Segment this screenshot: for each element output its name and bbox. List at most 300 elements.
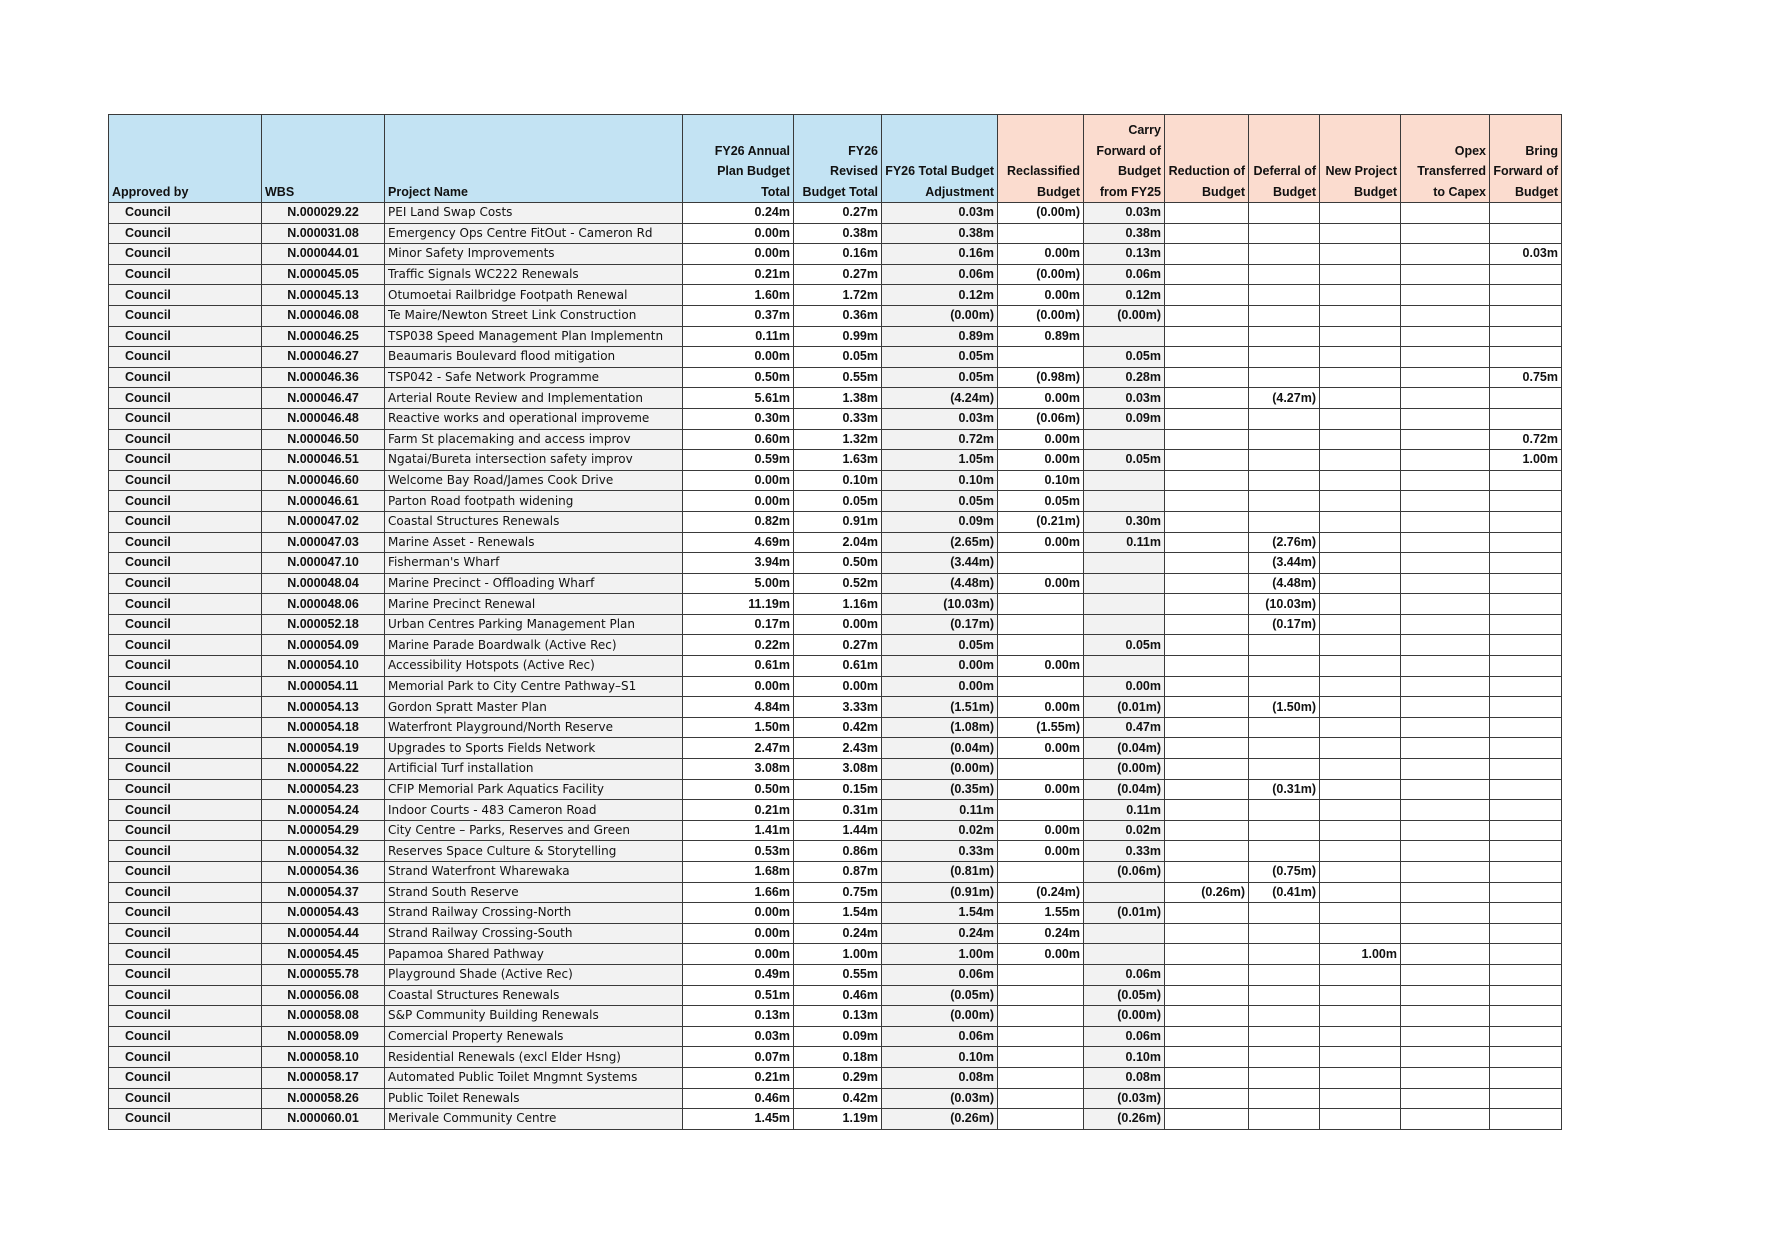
cell-reclassified[interactable]: (0.00m) [998, 203, 1084, 224]
cell-reduction[interactable] [1165, 697, 1249, 718]
cell-deferral[interactable] [1249, 450, 1320, 471]
cell-bring-forward[interactable] [1490, 264, 1562, 285]
cell-wbs[interactable]: N.000054.19 [262, 738, 385, 759]
cell-reduction[interactable] [1165, 820, 1249, 841]
cell-carry-forward[interactable]: (0.00m) [1084, 1006, 1165, 1027]
cell-reduction[interactable] [1165, 635, 1249, 656]
cell-new-project[interactable] [1320, 491, 1401, 512]
cell-opex-to-capex[interactable] [1401, 779, 1490, 800]
cell-reclassified[interactable]: (0.06m) [998, 408, 1084, 429]
cell-new-project[interactable] [1320, 553, 1401, 574]
cell-approved-by[interactable]: Council [109, 367, 262, 388]
cell-opex-to-capex[interactable] [1401, 1067, 1490, 1088]
cell-adjustment[interactable]: (10.03m) [882, 594, 998, 615]
cell-annual-plan[interactable]: 4.69m [683, 532, 794, 553]
cell-opex-to-capex[interactable] [1401, 408, 1490, 429]
cell-approved-by[interactable]: Council [109, 244, 262, 265]
cell-adjustment[interactable]: (0.05m) [882, 985, 998, 1006]
cell-wbs[interactable]: N.000054.32 [262, 841, 385, 862]
cell-deferral[interactable] [1249, 676, 1320, 697]
cell-project-name[interactable]: Comercial Property Renewals [385, 1026, 683, 1047]
cell-carry-forward[interactable]: (0.01m) [1084, 903, 1165, 924]
cell-bring-forward[interactable] [1490, 408, 1562, 429]
cell-wbs[interactable]: N.000054.37 [262, 882, 385, 903]
cell-reclassified[interactable]: 0.00m [998, 697, 1084, 718]
col-header-bring-forward[interactable]: Bring Forward of Budget [1490, 115, 1562, 203]
cell-approved-by[interactable]: Council [109, 738, 262, 759]
cell-revised[interactable]: 1.00m [794, 944, 882, 965]
cell-bring-forward[interactable] [1490, 841, 1562, 862]
cell-wbs[interactable]: N.000058.09 [262, 1026, 385, 1047]
cell-revised[interactable]: 0.75m [794, 882, 882, 903]
cell-revised[interactable]: 0.00m [794, 676, 882, 697]
cell-reduction[interactable] [1165, 656, 1249, 677]
cell-reduction[interactable] [1165, 450, 1249, 471]
cell-reclassified[interactable]: 0.00m [998, 820, 1084, 841]
cell-revised[interactable]: 0.00m [794, 614, 882, 635]
cell-annual-plan[interactable]: 1.50m [683, 717, 794, 738]
cell-annual-plan[interactable]: 0.00m [683, 491, 794, 512]
cell-revised[interactable]: 0.24m [794, 923, 882, 944]
cell-revised[interactable]: 0.42m [794, 1088, 882, 1109]
col-header-wbs[interactable]: WBS [262, 115, 385, 203]
cell-project-name[interactable]: Artificial Turf installation [385, 759, 683, 780]
cell-approved-by[interactable]: Council [109, 717, 262, 738]
cell-reclassified[interactable] [998, 800, 1084, 821]
cell-bring-forward[interactable]: 0.72m [1490, 429, 1562, 450]
cell-approved-by[interactable]: Council [109, 1047, 262, 1068]
cell-new-project[interactable] [1320, 614, 1401, 635]
cell-reduction[interactable] [1165, 923, 1249, 944]
cell-adjustment[interactable]: 0.06m [882, 964, 998, 985]
cell-bring-forward[interactable] [1490, 1109, 1562, 1130]
cell-project-name[interactable]: Marine Parade Boardwalk (Active Rec) [385, 635, 683, 656]
cell-bring-forward[interactable] [1490, 779, 1562, 800]
cell-bring-forward[interactable] [1490, 1067, 1562, 1088]
cell-opex-to-capex[interactable] [1401, 923, 1490, 944]
cell-opex-to-capex[interactable] [1401, 697, 1490, 718]
cell-new-project[interactable] [1320, 656, 1401, 677]
cell-carry-forward[interactable] [1084, 594, 1165, 615]
cell-wbs[interactable]: N.000045.05 [262, 264, 385, 285]
cell-revised[interactable]: 0.61m [794, 656, 882, 677]
cell-deferral[interactable]: (4.27m) [1249, 388, 1320, 409]
cell-new-project[interactable] [1320, 367, 1401, 388]
cell-opex-to-capex[interactable] [1401, 656, 1490, 677]
cell-new-project[interactable] [1320, 697, 1401, 718]
cell-approved-by[interactable]: Council [109, 964, 262, 985]
cell-project-name[interactable]: Beaumaris Boulevard flood mitigation [385, 347, 683, 368]
cell-reclassified[interactable] [998, 1088, 1084, 1109]
cell-reduction[interactable] [1165, 408, 1249, 429]
cell-annual-plan[interactable]: 0.46m [683, 1088, 794, 1109]
cell-carry-forward[interactable] [1084, 470, 1165, 491]
cell-revised[interactable]: 0.31m [794, 800, 882, 821]
cell-revised[interactable]: 1.44m [794, 820, 882, 841]
cell-reclassified[interactable]: 0.00m [998, 429, 1084, 450]
cell-bring-forward[interactable]: 0.03m [1490, 244, 1562, 265]
cell-revised[interactable]: 0.33m [794, 408, 882, 429]
cell-carry-forward[interactable] [1084, 553, 1165, 574]
cell-deferral[interactable] [1249, 1067, 1320, 1088]
cell-wbs[interactable]: N.000047.03 [262, 532, 385, 553]
cell-new-project[interactable] [1320, 285, 1401, 306]
cell-carry-forward[interactable]: (0.01m) [1084, 697, 1165, 718]
cell-deferral[interactable] [1249, 223, 1320, 244]
cell-carry-forward[interactable]: 0.30m [1084, 511, 1165, 532]
cell-bring-forward[interactable] [1490, 1006, 1562, 1027]
cell-carry-forward[interactable] [1084, 491, 1165, 512]
cell-bring-forward[interactable] [1490, 697, 1562, 718]
cell-new-project[interactable] [1320, 264, 1401, 285]
cell-adjustment[interactable]: (0.04m) [882, 738, 998, 759]
cell-project-name[interactable]: Strand Waterfront Wharewaka [385, 862, 683, 883]
cell-carry-forward[interactable]: 0.11m [1084, 800, 1165, 821]
cell-annual-plan[interactable]: 0.11m [683, 326, 794, 347]
cell-opex-to-capex[interactable] [1401, 244, 1490, 265]
cell-adjustment[interactable]: 0.38m [882, 223, 998, 244]
cell-bring-forward[interactable] [1490, 223, 1562, 244]
cell-annual-plan[interactable]: 2.47m [683, 738, 794, 759]
cell-deferral[interactable] [1249, 470, 1320, 491]
cell-opex-to-capex[interactable] [1401, 862, 1490, 883]
cell-adjustment[interactable]: 0.12m [882, 285, 998, 306]
cell-deferral[interactable] [1249, 408, 1320, 429]
col-header-approved-by[interactable]: Approved by [109, 115, 262, 203]
cell-adjustment[interactable]: 1.54m [882, 903, 998, 924]
cell-revised[interactable]: 0.27m [794, 203, 882, 224]
cell-adjustment[interactable]: 0.05m [882, 635, 998, 656]
cell-project-name[interactable]: Arterial Route Review and Implementation [385, 388, 683, 409]
cell-approved-by[interactable]: Council [109, 594, 262, 615]
cell-reduction[interactable] [1165, 429, 1249, 450]
cell-new-project[interactable] [1320, 450, 1401, 471]
cell-revised[interactable]: 0.05m [794, 347, 882, 368]
cell-opex-to-capex[interactable] [1401, 1026, 1490, 1047]
cell-reclassified[interactable]: 0.00m [998, 388, 1084, 409]
cell-approved-by[interactable]: Council [109, 882, 262, 903]
cell-new-project[interactable] [1320, 985, 1401, 1006]
cell-opex-to-capex[interactable] [1401, 429, 1490, 450]
cell-reclassified[interactable] [998, 1047, 1084, 1068]
cell-reclassified[interactable]: 0.00m [998, 573, 1084, 594]
cell-wbs[interactable]: N.000046.61 [262, 491, 385, 512]
cell-approved-by[interactable]: Council [109, 1088, 262, 1109]
cell-approved-by[interactable]: Council [109, 903, 262, 924]
cell-new-project[interactable] [1320, 1109, 1401, 1130]
col-header-project-name[interactable]: Project Name [385, 115, 683, 203]
cell-annual-plan[interactable]: 0.00m [683, 347, 794, 368]
cell-annual-plan[interactable]: 0.21m [683, 1067, 794, 1088]
cell-opex-to-capex[interactable] [1401, 264, 1490, 285]
cell-project-name[interactable]: Traffic Signals WC222 Renewals [385, 264, 683, 285]
cell-adjustment[interactable]: (0.26m) [882, 1109, 998, 1130]
cell-wbs[interactable]: N.000031.08 [262, 223, 385, 244]
cell-carry-forward[interactable]: (0.03m) [1084, 1088, 1165, 1109]
cell-wbs[interactable]: N.000054.36 [262, 862, 385, 883]
cell-carry-forward[interactable] [1084, 614, 1165, 635]
cell-reduction[interactable] [1165, 985, 1249, 1006]
cell-adjustment[interactable]: 0.06m [882, 1026, 998, 1047]
cell-approved-by[interactable]: Council [109, 614, 262, 635]
cell-reduction[interactable] [1165, 676, 1249, 697]
cell-approved-by[interactable]: Council [109, 676, 262, 697]
cell-new-project[interactable] [1320, 1026, 1401, 1047]
cell-approved-by[interactable]: Council [109, 470, 262, 491]
col-header-carry-forward[interactable]: Carry Forward of Budget from FY25 [1084, 115, 1165, 203]
cell-bring-forward[interactable] [1490, 656, 1562, 677]
cell-adjustment[interactable]: (1.08m) [882, 717, 998, 738]
cell-adjustment[interactable]: 0.08m [882, 1067, 998, 1088]
cell-project-name[interactable]: Marine Precinct - Offloading Wharf [385, 573, 683, 594]
cell-carry-forward[interactable]: 0.13m [1084, 244, 1165, 265]
cell-reduction[interactable] [1165, 388, 1249, 409]
cell-deferral[interactable] [1249, 717, 1320, 738]
cell-new-project[interactable] [1320, 1047, 1401, 1068]
cell-wbs[interactable]: N.000054.29 [262, 820, 385, 841]
cell-adjustment[interactable]: 0.06m [882, 264, 998, 285]
cell-new-project[interactable] [1320, 1006, 1401, 1027]
cell-carry-forward[interactable] [1084, 573, 1165, 594]
cell-project-name[interactable]: Reserves Space Culture & Storytelling [385, 841, 683, 862]
cell-annual-plan[interactable]: 0.50m [683, 367, 794, 388]
cell-adjustment[interactable]: 0.16m [882, 244, 998, 265]
cell-approved-by[interactable]: Council [109, 862, 262, 883]
cell-adjustment[interactable]: (4.24m) [882, 388, 998, 409]
cell-wbs[interactable]: N.000054.44 [262, 923, 385, 944]
cell-reduction[interactable] [1165, 1026, 1249, 1047]
cell-new-project[interactable] [1320, 244, 1401, 265]
cell-deferral[interactable] [1249, 305, 1320, 326]
cell-opex-to-capex[interactable] [1401, 450, 1490, 471]
cell-project-name[interactable]: Automated Public Toilet Mngmnt Systems [385, 1067, 683, 1088]
cell-revised[interactable]: 0.10m [794, 470, 882, 491]
cell-annual-plan[interactable]: 0.24m [683, 203, 794, 224]
cell-opex-to-capex[interactable] [1401, 573, 1490, 594]
cell-reclassified[interactable]: 0.05m [998, 491, 1084, 512]
cell-deferral[interactable]: (1.50m) [1249, 697, 1320, 718]
cell-carry-forward[interactable]: (0.04m) [1084, 738, 1165, 759]
cell-project-name[interactable]: Gordon Spratt Master Plan [385, 697, 683, 718]
cell-project-name[interactable]: Farm St placemaking and access improv [385, 429, 683, 450]
cell-carry-forward[interactable]: (0.26m) [1084, 1109, 1165, 1130]
cell-annual-plan[interactable]: 0.59m [683, 450, 794, 471]
cell-new-project[interactable] [1320, 594, 1401, 615]
cell-reclassified[interactable]: 0.00m [998, 656, 1084, 677]
cell-revised[interactable]: 0.15m [794, 779, 882, 800]
cell-reduction[interactable] [1165, 244, 1249, 265]
cell-reclassified[interactable] [998, 1026, 1084, 1047]
cell-wbs[interactable]: N.000056.08 [262, 985, 385, 1006]
cell-carry-forward[interactable]: 0.33m [1084, 841, 1165, 862]
cell-reduction[interactable] [1165, 326, 1249, 347]
cell-new-project[interactable]: 1.00m [1320, 944, 1401, 965]
cell-approved-by[interactable]: Council [109, 203, 262, 224]
cell-opex-to-capex[interactable] [1401, 1088, 1490, 1109]
cell-adjustment[interactable]: 0.72m [882, 429, 998, 450]
cell-carry-forward[interactable] [1084, 429, 1165, 450]
cell-bring-forward[interactable] [1490, 944, 1562, 965]
cell-revised[interactable]: 1.16m [794, 594, 882, 615]
cell-project-name[interactable]: Otumoetai Railbridge Footpath Renewal [385, 285, 683, 306]
cell-carry-forward[interactable]: (0.00m) [1084, 305, 1165, 326]
cell-deferral[interactable]: (0.41m) [1249, 882, 1320, 903]
cell-wbs[interactable]: N.000054.43 [262, 903, 385, 924]
cell-approved-by[interactable]: Council [109, 532, 262, 553]
cell-revised[interactable]: 1.72m [794, 285, 882, 306]
cell-revised[interactable]: 0.16m [794, 244, 882, 265]
cell-bring-forward[interactable] [1490, 326, 1562, 347]
cell-reduction[interactable] [1165, 367, 1249, 388]
cell-wbs[interactable]: N.000047.02 [262, 511, 385, 532]
cell-reclassified[interactable]: 0.00m [998, 779, 1084, 800]
cell-reclassified[interactable] [998, 1067, 1084, 1088]
cell-bring-forward[interactable]: 1.00m [1490, 450, 1562, 471]
cell-revised[interactable]: 0.87m [794, 862, 882, 883]
cell-wbs[interactable]: N.000046.08 [262, 305, 385, 326]
cell-project-name[interactable]: Ngatai/Bureta intersection safety improv [385, 450, 683, 471]
cell-project-name[interactable]: Strand Railway Crossing-North [385, 903, 683, 924]
cell-wbs[interactable]: N.000054.11 [262, 676, 385, 697]
cell-project-name[interactable]: Waterfront Playground/North Reserve [385, 717, 683, 738]
cell-adjustment[interactable]: 0.10m [882, 470, 998, 491]
cell-carry-forward[interactable]: 0.08m [1084, 1067, 1165, 1088]
cell-approved-by[interactable]: Council [109, 553, 262, 574]
cell-wbs[interactable]: N.000058.10 [262, 1047, 385, 1068]
cell-adjustment[interactable]: 1.05m [882, 450, 998, 471]
cell-annual-plan[interactable]: 1.45m [683, 1109, 794, 1130]
cell-bring-forward[interactable] [1490, 285, 1562, 306]
cell-adjustment[interactable]: 0.03m [882, 408, 998, 429]
cell-annual-plan[interactable]: 0.60m [683, 429, 794, 450]
cell-carry-forward[interactable]: (0.04m) [1084, 779, 1165, 800]
cell-reclassified[interactable] [998, 759, 1084, 780]
cell-approved-by[interactable]: Council [109, 408, 262, 429]
cell-reclassified[interactable] [998, 614, 1084, 635]
cell-adjustment[interactable]: 0.33m [882, 841, 998, 862]
cell-revised[interactable]: 0.91m [794, 511, 882, 532]
cell-carry-forward[interactable]: 0.03m [1084, 388, 1165, 409]
cell-revised[interactable]: 0.46m [794, 985, 882, 1006]
cell-wbs[interactable]: N.000047.10 [262, 553, 385, 574]
cell-deferral[interactable]: (0.75m) [1249, 862, 1320, 883]
cell-reduction[interactable] [1165, 511, 1249, 532]
cell-adjustment[interactable]: (0.35m) [882, 779, 998, 800]
cell-project-name[interactable]: S&P Community Building Renewals [385, 1006, 683, 1027]
cell-reclassified[interactable] [998, 1006, 1084, 1027]
cell-new-project[interactable] [1320, 964, 1401, 985]
cell-annual-plan[interactable]: 0.30m [683, 408, 794, 429]
cell-wbs[interactable]: N.000054.24 [262, 800, 385, 821]
cell-new-project[interactable] [1320, 305, 1401, 326]
cell-project-name[interactable]: Indoor Courts - 483 Cameron Road [385, 800, 683, 821]
cell-approved-by[interactable]: Council [109, 326, 262, 347]
cell-annual-plan[interactable]: 0.53m [683, 841, 794, 862]
cell-approved-by[interactable]: Council [109, 1026, 262, 1047]
cell-deferral[interactable] [1249, 759, 1320, 780]
cell-annual-plan[interactable]: 0.13m [683, 1006, 794, 1027]
cell-reduction[interactable] [1165, 1088, 1249, 1109]
cell-project-name[interactable]: Urban Centres Parking Management Plan [385, 614, 683, 635]
cell-reduction[interactable] [1165, 573, 1249, 594]
cell-annual-plan[interactable]: 11.19m [683, 594, 794, 615]
cell-bring-forward[interactable] [1490, 532, 1562, 553]
cell-wbs[interactable]: N.000029.22 [262, 203, 385, 224]
cell-approved-by[interactable]: Council [109, 1109, 262, 1130]
col-header-reduction[interactable]: Reduction of Budget [1165, 115, 1249, 203]
cell-reduction[interactable] [1165, 203, 1249, 224]
cell-opex-to-capex[interactable] [1401, 203, 1490, 224]
cell-reclassified[interactable]: 0.00m [998, 244, 1084, 265]
cell-new-project[interactable] [1320, 223, 1401, 244]
col-header-fy26-annual-plan[interactable]: FY26 Annual Plan Budget Total [683, 115, 794, 203]
cell-adjustment[interactable]: (0.00m) [882, 1006, 998, 1027]
cell-carry-forward[interactable]: 0.06m [1084, 964, 1165, 985]
cell-opex-to-capex[interactable] [1401, 985, 1490, 1006]
cell-new-project[interactable] [1320, 717, 1401, 738]
cell-annual-plan[interactable]: 1.68m [683, 862, 794, 883]
cell-reclassified[interactable]: 0.00m [998, 532, 1084, 553]
cell-annual-plan[interactable]: 0.03m [683, 1026, 794, 1047]
cell-new-project[interactable] [1320, 759, 1401, 780]
cell-approved-by[interactable]: Council [109, 923, 262, 944]
cell-opex-to-capex[interactable] [1401, 367, 1490, 388]
cell-opex-to-capex[interactable] [1401, 676, 1490, 697]
cell-revised[interactable]: 0.42m [794, 717, 882, 738]
cell-project-name[interactable]: Reactive works and operational improveme [385, 408, 683, 429]
cell-new-project[interactable] [1320, 923, 1401, 944]
cell-deferral[interactable] [1249, 491, 1320, 512]
cell-deferral[interactable] [1249, 347, 1320, 368]
cell-revised[interactable]: 0.55m [794, 964, 882, 985]
cell-bring-forward[interactable] [1490, 676, 1562, 697]
cell-revised[interactable]: 0.13m [794, 1006, 882, 1027]
cell-approved-by[interactable]: Council [109, 800, 262, 821]
cell-new-project[interactable] [1320, 779, 1401, 800]
cell-new-project[interactable] [1320, 862, 1401, 883]
cell-reclassified[interactable]: 1.55m [998, 903, 1084, 924]
cell-annual-plan[interactable]: 0.17m [683, 614, 794, 635]
cell-approved-by[interactable]: Council [109, 1067, 262, 1088]
cell-approved-by[interactable]: Council [109, 429, 262, 450]
cell-annual-plan[interactable]: 0.21m [683, 264, 794, 285]
cell-project-name[interactable]: Public Toilet Renewals [385, 1088, 683, 1109]
cell-carry-forward[interactable]: 0.03m [1084, 203, 1165, 224]
cell-approved-by[interactable]: Council [109, 511, 262, 532]
cell-annual-plan[interactable]: 0.22m [683, 635, 794, 656]
cell-deferral[interactable]: (0.17m) [1249, 614, 1320, 635]
cell-opex-to-capex[interactable] [1401, 1109, 1490, 1130]
cell-opex-to-capex[interactable] [1401, 326, 1490, 347]
cell-deferral[interactable] [1249, 985, 1320, 1006]
cell-reduction[interactable] [1165, 285, 1249, 306]
cell-opex-to-capex[interactable] [1401, 305, 1490, 326]
cell-wbs[interactable]: N.000060.01 [262, 1109, 385, 1130]
cell-reclassified[interactable] [998, 862, 1084, 883]
cell-deferral[interactable] [1249, 367, 1320, 388]
cell-revised[interactable]: 0.27m [794, 635, 882, 656]
cell-deferral[interactable] [1249, 1109, 1320, 1130]
cell-bring-forward[interactable] [1490, 388, 1562, 409]
cell-carry-forward[interactable]: 0.05m [1084, 450, 1165, 471]
cell-adjustment[interactable]: (0.91m) [882, 882, 998, 903]
cell-reduction[interactable] [1165, 779, 1249, 800]
cell-approved-by[interactable]: Council [109, 285, 262, 306]
cell-reclassified[interactable] [998, 223, 1084, 244]
cell-reclassified[interactable] [998, 635, 1084, 656]
cell-wbs[interactable]: N.000046.47 [262, 388, 385, 409]
cell-revised[interactable]: 0.36m [794, 305, 882, 326]
